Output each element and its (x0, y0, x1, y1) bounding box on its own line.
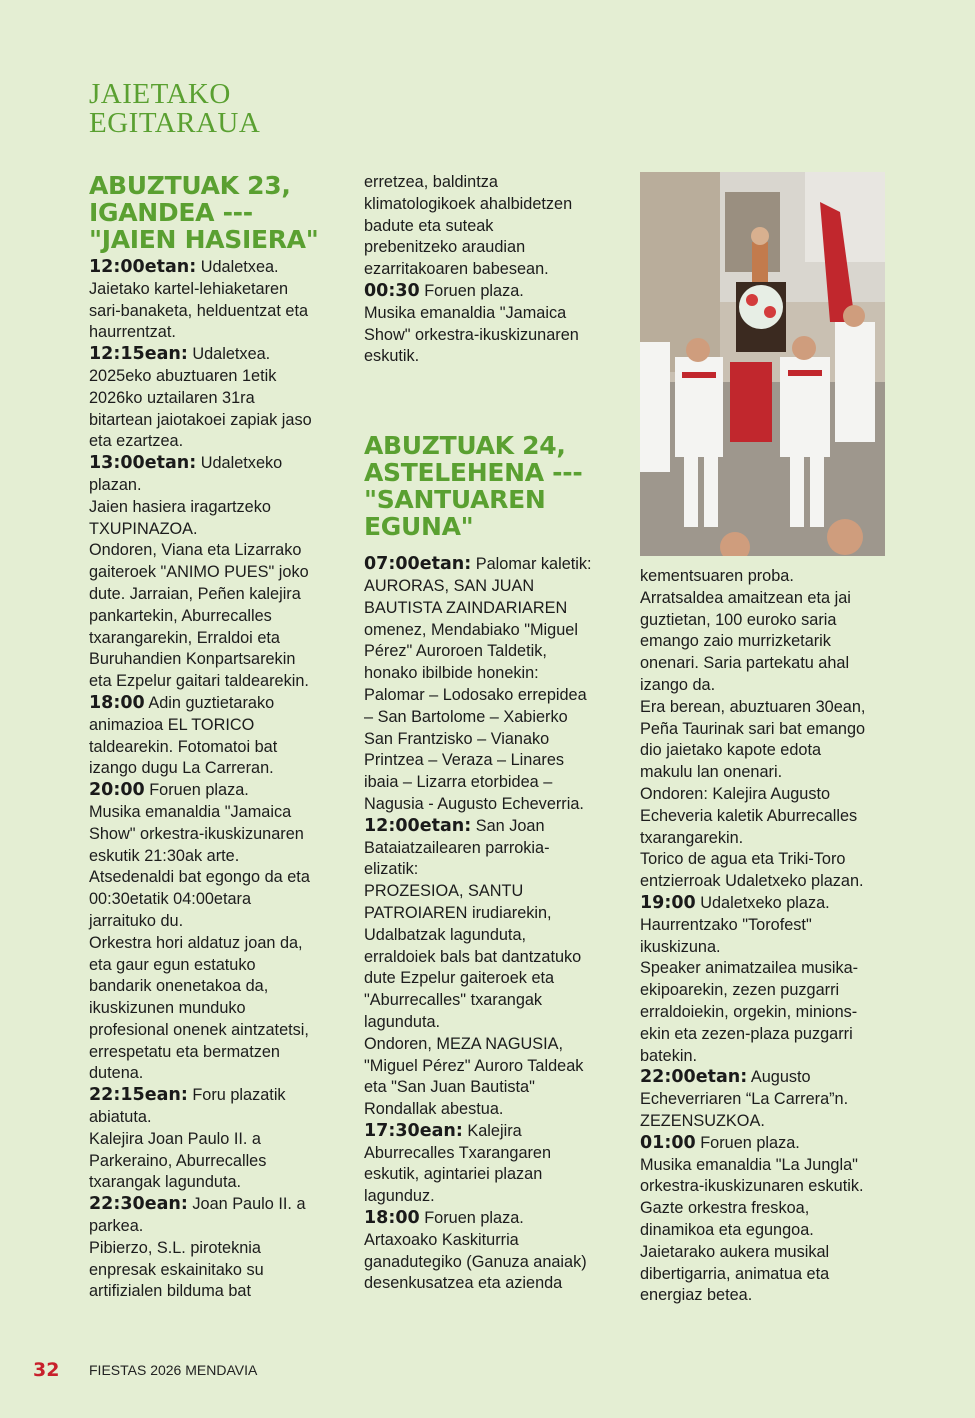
schedule-entry (640, 893, 890, 1067)
text-line: kementsuaren proba. (640, 567, 794, 585)
day-heading-line: ABUZTUAK 23, (89, 171, 291, 200)
entry-time: 12:00etan: (364, 815, 472, 836)
text-line: ezarritakoaren babesean. (364, 260, 549, 279)
entry-first-line (89, 257, 337, 279)
text-line: haurrentzat. (89, 323, 176, 342)
text-line: badute eta suteak (364, 216, 494, 235)
entry-text: San Joan (471, 816, 545, 835)
text-line: enpresak eskainitako su (89, 1260, 264, 1279)
entry-first-line (364, 1121, 614, 1143)
text-line: Palomar – Lodosako errepidea (364, 685, 587, 704)
text-line: desenkusatzea eta azienda (364, 1274, 563, 1293)
entry-time: 22:00etan: (640, 1067, 748, 1088)
text-line: Pérez" Auroroen Taldetik, (364, 642, 547, 661)
entry-first-line (89, 780, 337, 802)
entry-first-line (89, 1085, 337, 1107)
text-line: Era berean, abuztuaren 30ean, (640, 697, 866, 716)
publication-name: FIESTAS 2026 MENDAVIA (89, 1362, 258, 1378)
text-line: lagunduta. (364, 1012, 441, 1031)
text-line: artifizialen bilduma bat (89, 1282, 251, 1301)
entry-text: Udaletxea. (187, 345, 271, 364)
day-heading-line: EGUNA" (364, 512, 474, 542)
text-line: Ondoren, MEZA NAGUSIA, (364, 1034, 564, 1053)
text-line: eskutik, agintariei plazan (364, 1165, 543, 1184)
entry-text: Foruen plaza. (144, 781, 249, 800)
entry-time: 13:00etan: (89, 453, 197, 474)
page-title-line-2: EGITARAUA (89, 107, 261, 139)
schedule-entry (89, 780, 337, 1085)
schedule-entry (640, 1067, 890, 1132)
text-line: Musika emanaldia "La Jungla" (640, 1155, 858, 1174)
text-line: dio jaietako kapote edota (640, 741, 822, 760)
text-line: ikuskizuna. (640, 937, 721, 956)
text-line: 2026ko uztailaren 31ra (89, 388, 255, 407)
text-line: Show" orkestra-ikuskizunaren (364, 325, 579, 344)
entry-first-line (640, 893, 890, 915)
text-line: Jaietarako aukera musikal (640, 1242, 830, 1261)
entry-time: 12:00etan: (89, 257, 197, 277)
text-line: erraldoiekin, orgekin, minions- (640, 1002, 858, 1021)
text-line: ganadutegiko (Ganuza anaiak) (364, 1252, 587, 1271)
schedule-entry (89, 257, 337, 344)
text-line: ZEZENSUZKOA. (640, 1111, 765, 1130)
entry-first-line (89, 1194, 337, 1216)
text-line: Ondoren, Viana eta Lizarrako (89, 541, 302, 560)
text-line: erretzea, baldintza (364, 173, 498, 191)
schedule-entry (364, 1208, 614, 1295)
entry-time: 18:00 (364, 1208, 420, 1229)
procession-photo (640, 172, 885, 556)
entry-time: 20:00 (89, 780, 145, 801)
entry-first-line (89, 453, 337, 475)
entry-first-line (364, 816, 614, 838)
schedule-entry (89, 1194, 337, 1303)
text-line: dibertigarria, animatua eta (640, 1264, 830, 1283)
text-line: TXUPINAZOA. (89, 519, 198, 538)
page-title (89, 80, 260, 138)
entry-time: 12:15ean: (89, 344, 188, 365)
text-line: PROZESIOA, SANTU (364, 882, 524, 901)
column-august-23 (89, 172, 337, 1303)
schedule-entry (364, 281, 614, 368)
text-line: 00:30etatik 04:00etara (89, 890, 252, 909)
text-line: Udalbatzak lagunduta, (364, 925, 527, 944)
day-heading-line: ASTELEHENA --- (364, 458, 583, 488)
day-heading-line: IGANDEA --- (89, 198, 253, 227)
text-line: klimatologikoek ahalbidetzen (364, 194, 573, 213)
text-line: lagunduz. (364, 1187, 435, 1206)
entry-time: 17:30ean: (364, 1120, 463, 1141)
entry-time: 22:15ean: (89, 1085, 188, 1106)
text-line: bitartean jaiotakoei zapiak jaso (89, 410, 312, 429)
text-line: eta "San Juan Bautista" (364, 1078, 535, 1097)
text-line: – San Bartolome – Xabierko (364, 707, 568, 726)
text-line: guztietan, 100 euroko saria (640, 610, 837, 629)
text-line: AURORAS, SAN JUAN (364, 576, 535, 595)
text-line: sari-banaketa, helduentzat eta (89, 301, 309, 320)
text-line: Gazte orkestra freskoa, (640, 1199, 810, 1218)
text-line: entzierroak Udaletxeko plazan. (640, 872, 864, 891)
text-line: eta ezartzea. (89, 432, 184, 451)
entry-text: Foruen plaza. (695, 1133, 800, 1152)
day-heading-line: "SANTUAREN (364, 485, 546, 515)
text-line: izango da. (640, 675, 716, 694)
text-line: Haurrentzako "Torofest" (640, 915, 812, 934)
day-heading (89, 172, 337, 253)
text-line: dinamikoa eta egungoa. (640, 1220, 814, 1239)
text-line: onenari. Saria partekatu ahal (640, 654, 850, 673)
text-line: pankartekin, Aburrecalles (89, 606, 272, 625)
entry-text: Joan Paulo II. a (187, 1195, 306, 1214)
text-line: profesional onenek aintzatetsi, (89, 1020, 309, 1039)
text-line: dutena. (89, 1064, 144, 1083)
text-line: batekin. (640, 1046, 698, 1065)
entry-text: Foru plazatik (187, 1086, 286, 1105)
schedule-entry (89, 1085, 337, 1194)
text-line: Printzea – Veraza – Linares (364, 751, 565, 770)
entry-text: Udaletxeko plaza. (695, 893, 830, 912)
text-line: honako ibilbide honekin: (364, 664, 539, 683)
text-line: eskutik. (364, 347, 420, 366)
text-line: "Miguel Pérez" Auroro Taldeak (364, 1056, 584, 1075)
schedule-entry (89, 693, 337, 780)
text-line: Musika emanaldia "Jamaica (364, 303, 567, 322)
text-line: plazan. (89, 475, 142, 494)
entry-text: Augusto (747, 1068, 811, 1087)
text-line: Jaietako kartel-lehiaketaren (89, 279, 289, 298)
day-heading-line: ABUZTUAK 24, (364, 431, 566, 461)
text-line: elizatik: (364, 860, 419, 879)
schedule-entry (640, 1133, 890, 1307)
text-line: PATROIAREN irudiarekin, (364, 903, 552, 922)
day-heading-line: "JAIEN HASIERA" (89, 225, 319, 254)
entry-first-line (364, 554, 614, 576)
text-line: 2025eko abuztuaren 1etik (89, 366, 277, 385)
schedule-entry (89, 344, 337, 453)
text-line: omenez, Mendabiako "Miguel (364, 620, 578, 639)
text-line: Jaien hasiera iragartzeko (89, 497, 271, 516)
text-line: animazioa EL TORICO (89, 715, 255, 734)
text-line: orkestra-ikuskizunaren eskutik. (640, 1177, 864, 1196)
text-line: eskutik 21:30ak arte. (89, 846, 240, 865)
entry-time: 19:00 (640, 892, 696, 913)
text-line: Echeverriaren “La Carrera”n. (640, 1090, 849, 1109)
text-line: eta gaur egun estatuko (89, 955, 256, 974)
entry-time: 00:30 (364, 280, 420, 301)
text-line: ibaia – Lizarra etorbidea – (364, 773, 553, 792)
text-line: Artaxoako Kaskiturria (364, 1230, 519, 1249)
entry-text: Adin guztietarako (144, 693, 275, 712)
page-title-line-1: JAIETAKO (89, 78, 231, 110)
text-line: taldearekin. Fotomatoi bat (89, 737, 278, 756)
text-line: energiaz betea. (640, 1286, 753, 1305)
text-line: Aburrecalles Txarangaren (364, 1143, 552, 1162)
text-line: Pibierzo, S.L. piroteknia (89, 1238, 261, 1257)
text-line: emango zaio murrizketarik (640, 632, 831, 651)
text-line: erraldoiek bals bat dantzatuko (364, 947, 582, 966)
text-line: ikuskizunen munduko (89, 999, 246, 1018)
entry-first-line (640, 1067, 890, 1089)
schedule-entry (364, 1121, 614, 1208)
text-line: txarangak lagunduta. (89, 1173, 242, 1192)
text-line: ekin eta zezen-plaza puzgarri (640, 1024, 853, 1043)
entry-time: 22:30ean: (89, 1194, 188, 1215)
entry-first-line (364, 1208, 614, 1230)
text-line: Bataiatzailearen parrokia- (364, 838, 550, 857)
text-line: txarangarekin, Erraldoi eta (89, 628, 280, 647)
text-line: parkea. (89, 1217, 144, 1236)
text-line: jarraituko du. (89, 911, 184, 930)
text-line: ekipoarekin, zezen puzgarri (640, 981, 840, 1000)
entry-first-line (89, 693, 337, 715)
text-line: Atsedenaldi bat egongo da eta (89, 868, 310, 887)
entry-text: Udaletxea. (196, 258, 279, 276)
text-line: errespetatu eta bermatzen (89, 1042, 280, 1061)
text-line: Echeveria kaletik Aburrecalles (640, 806, 858, 825)
entry-text: Palomar kaletik: (471, 555, 592, 574)
text-line: Orkestra hori aldatuz joan da, (89, 933, 303, 952)
entry-text: Foruen plaza. (419, 281, 524, 300)
entry-text: Kalejira (462, 1121, 522, 1140)
text-line: BAUTISTA ZAINDARIAREN (364, 598, 568, 617)
entry-time: 07:00etan: (364, 554, 472, 575)
text-line: Peña Taurinak sari bat emango (640, 719, 866, 738)
column-august-24-cont (640, 566, 890, 1307)
text-line: Show" orkestra-ikuskizunaren (89, 824, 304, 843)
text-line: Rondallak abestua. (364, 1100, 504, 1119)
text-line: "Aburrecalles" txarangak (364, 991, 543, 1010)
text-line: Buruhandien Konpartsarekin (89, 650, 296, 669)
text-line: izango dugu La Carreran. (89, 759, 274, 778)
text-line: dute Ezpelur gaiteroek eta (364, 969, 555, 988)
text-line: Kalejira Joan Paulo II. a (89, 1129, 261, 1148)
text-line: Speaker animatzailea musika- (640, 959, 859, 978)
schedule-entry (89, 453, 337, 693)
entry-time: 01:00 (640, 1132, 696, 1153)
text-line: dute. Jarraian, Peñen kalejira (89, 584, 301, 603)
text-line: abiatuta. (89, 1108, 152, 1127)
schedule-entry (364, 816, 614, 1121)
text-line: eta Ezpelur gaitari taldearekin. (89, 672, 309, 691)
column-august-24 (364, 172, 614, 1295)
text-line: Parkeraino, Aburrecalles (89, 1151, 267, 1170)
text-line: Nagusia - Augusto Echeverria. (364, 794, 584, 813)
entry-first-line (89, 344, 337, 366)
text-line: San Frantzisko – Vianako (364, 729, 550, 748)
text-line: bandarik onenetakoa da, (89, 977, 269, 996)
schedule-entry (364, 554, 614, 816)
page-number: 32 (33, 1359, 60, 1381)
text-line: gaiteroek "ANIMO PUES" joko (89, 563, 309, 582)
entry-time: 18:00 (89, 692, 145, 713)
text-line: Arratsaldea amaitzean eta jai (640, 588, 851, 607)
entry-first-line (640, 1133, 890, 1155)
text-line: makulu lan onenari. (640, 763, 783, 782)
text-line: Torico de agua eta Triki-Toro (640, 850, 846, 869)
text-line: txarangarekin. (640, 828, 744, 847)
text-line: Musika emanaldia "Jamaica (89, 802, 292, 821)
entry-text: Udaletxeko (196, 454, 283, 473)
entry-text: Foruen plaza. (419, 1209, 524, 1228)
day-heading (364, 432, 614, 540)
text-line: Ondoren: Kalejira Augusto (640, 784, 831, 803)
text-line: prebenitzeko araudian (364, 238, 526, 257)
entry-first-line (364, 281, 614, 303)
